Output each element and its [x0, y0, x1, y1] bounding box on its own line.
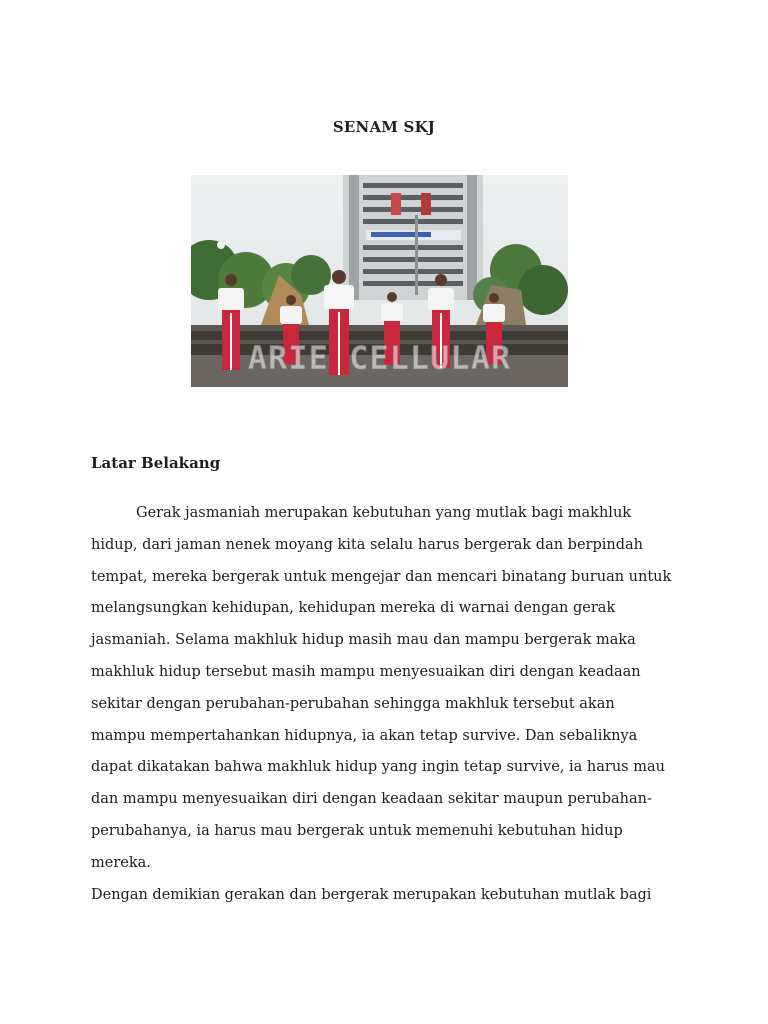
paragraph-line: makhluk hidup tersebut masih mampu menyesuaikan diri dengan keadaan: [91, 663, 641, 680]
paragraph-line: dan mampu menyesuaikan diri dengan keadaan sekitar maupun perubahan-: [91, 791, 652, 808]
paragraph-line: hidup, dari jaman nenek moyang kita selalu harus bergerak dan berpindah: [91, 536, 643, 553]
paragraph-line: perubahanya, ia harus mau bergerak untuk memenuhi kebutuhan hidup: [91, 822, 623, 839]
watermark-text: ARIE CELLULAR: [247, 339, 512, 377]
paragraph-line: sekitar dengan perubahan-perubahan sehingga makhluk tersebut akan: [91, 695, 615, 712]
page-title: SENAM SKJ: [332, 118, 436, 136]
paragraph-line: tempat, mereka bergerak untuk mengejar dan mencari binatang buruan untuk: [91, 568, 672, 585]
senam-photo: [191, 175, 568, 387]
section-heading: Latar Belakang: [91, 454, 221, 472]
paragraph-line: mereka.: [91, 854, 151, 871]
paragraph-line: melangsungkan kehidupan, kehidupan mereka di warnai dengan gerak: [91, 600, 616, 617]
body-paragraph: [91, 498, 691, 911]
paragraph-line: dapat dikatakan bahwa makhluk hidup yang ingin tetap survive, ia harus mau: [91, 759, 665, 776]
paragraph-line: Dengan demikian gerakan dan bergerak merupakan kebutuhan mutlak bagi: [91, 886, 652, 903]
building: [343, 175, 483, 300]
paragraph-line: jasmaniah. Selama makhluk hidup masih mau dan mampu bergerak maka: [91, 632, 636, 649]
paragraph-line: Gerak jasmaniah merupakan kebutuhan yang mutlak bagi makhluk: [136, 505, 632, 521]
paragraph-line: mampu mempertahankan hidupnya, ia akan tetap survive. Dan sebaliknya: [91, 727, 638, 744]
